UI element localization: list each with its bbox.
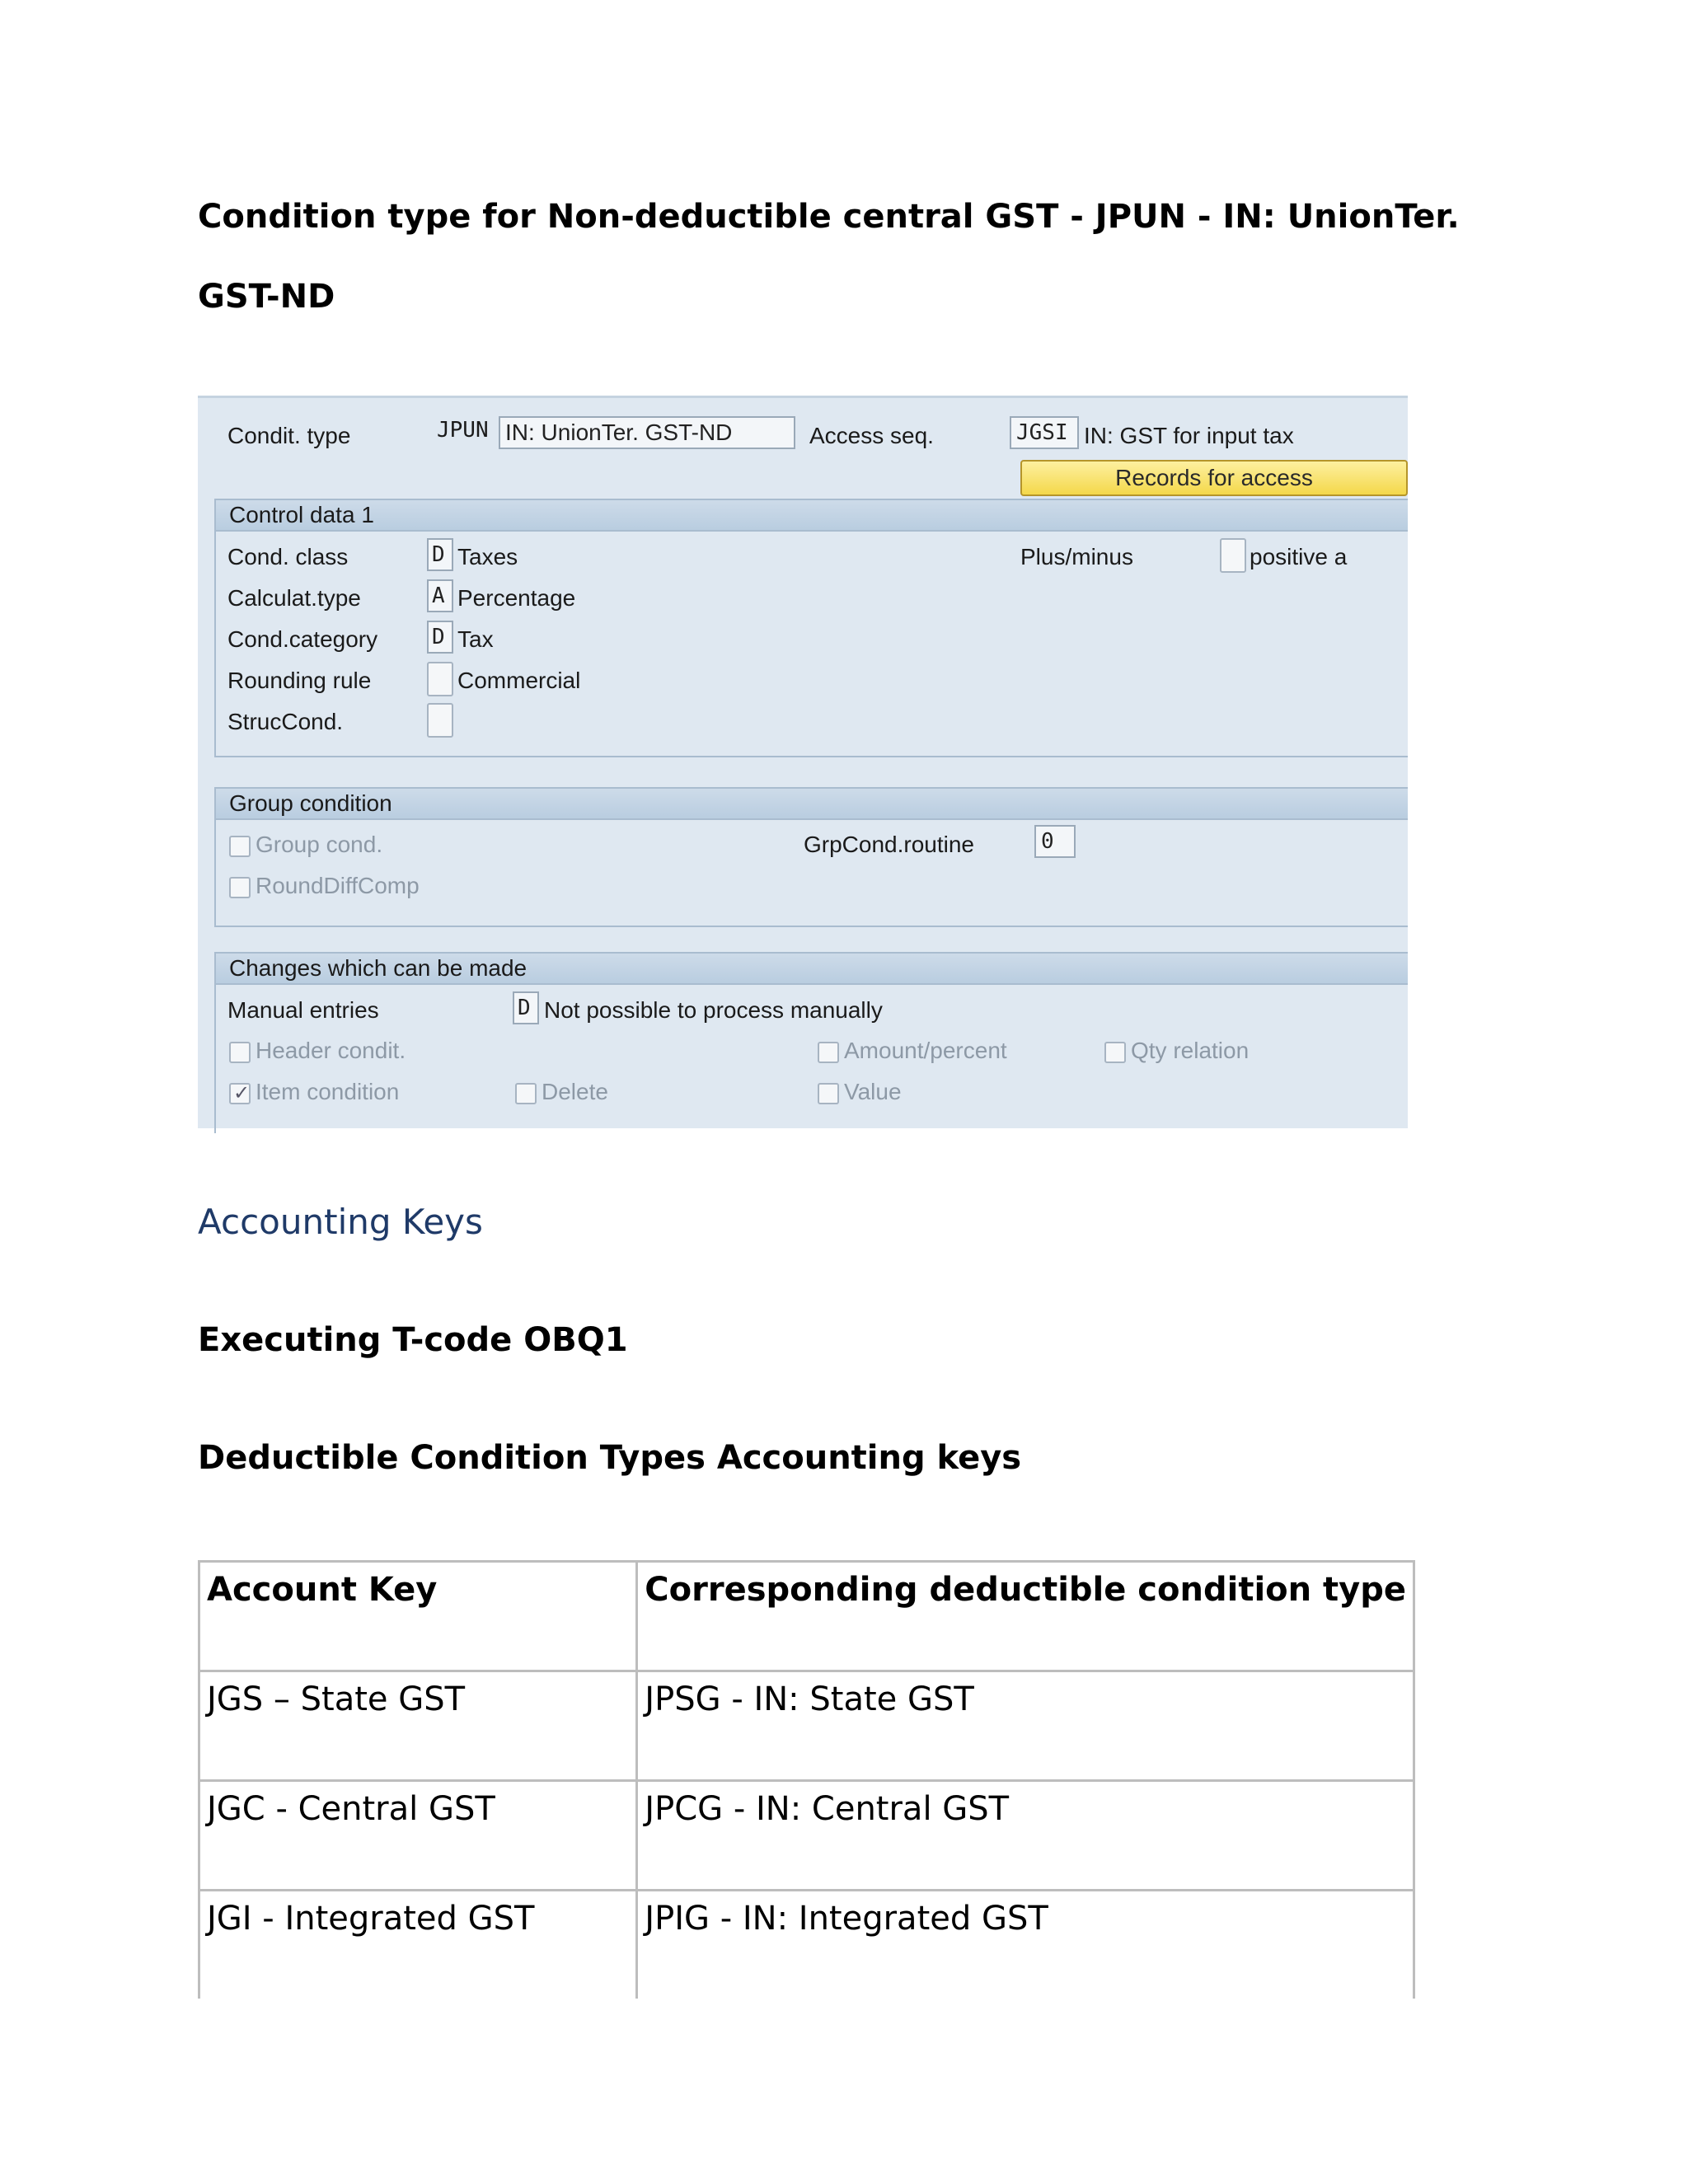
- manual-entries-value: Not possible to process manually: [544, 997, 883, 1023]
- accounting-keys-heading: Accounting Keys: [198, 1202, 483, 1242]
- manual-entries-label: Manual entries: [227, 997, 379, 1023]
- group-cond-label: Group cond.: [256, 832, 383, 857]
- deductible-heading: Deductible Condition Types Accounting keys: [198, 1439, 1022, 1477]
- access-seq-label: Access seq.: [809, 423, 934, 448]
- struc-cond-field[interactable]: [427, 703, 453, 738]
- changes-title: Changes which can be made: [229, 955, 528, 981]
- table-row: [199, 1671, 1414, 1781]
- sap-condition-type-screen: [198, 396, 1408, 1128]
- struc-cond-label: StrucCond.: [227, 709, 344, 734]
- access-seq-description: IN: GST for input tax: [1084, 423, 1294, 448]
- executing-tcode-heading: Executing T-code OBQ1: [198, 1321, 628, 1359]
- table-header-row: [199, 1562, 1414, 1671]
- amount-percent-checkbox[interactable]: [818, 1042, 839, 1063]
- table-cell-account-key: JGS – State GST: [199, 1671, 637, 1781]
- rounding-rule-value: Commercial: [457, 668, 581, 693]
- cond-class-value: Taxes: [457, 544, 518, 569]
- access-seq-code-field[interactable]: JGSI: [1010, 416, 1079, 449]
- qty-relation-label: Qty relation: [1131, 1038, 1250, 1063]
- group-condition-header: [216, 789, 1408, 820]
- manual-entries-code-field[interactable]: D: [513, 991, 539, 1024]
- condit-type-code: JPUN: [437, 418, 489, 443]
- page-title-line-2: GST-ND: [198, 278, 335, 316]
- cond-class-label: Cond. class: [227, 544, 349, 569]
- accounting-keys-table: [198, 1560, 1415, 1999]
- condit-type-description-field[interactable]: IN: UnionTer. GST-ND: [499, 416, 795, 449]
- amount-percent-label: Amount/percent: [844, 1038, 1007, 1063]
- table-row: [199, 1891, 1414, 1999]
- cond-category-value: Tax: [457, 626, 494, 652]
- delete-label: Delete: [542, 1079, 608, 1104]
- cond-class-code-field[interactable]: D: [427, 538, 453, 571]
- item-condition-checkbox[interactable]: [229, 1083, 251, 1104]
- changes-header: [216, 954, 1408, 985]
- condit-type-label: Condit. type: [227, 423, 351, 448]
- delete-checkbox[interactable]: [515, 1083, 537, 1104]
- table-header-condition-type: Corresponding deductible condition type: [637, 1562, 1414, 1671]
- round-diff-comp-checkbox[interactable]: [229, 877, 251, 898]
- plus-minus-field[interactable]: [1220, 538, 1246, 573]
- value-label: Value: [844, 1079, 902, 1104]
- table-header-account-key: Account Key: [199, 1562, 637, 1671]
- rounding-rule-label: Rounding rule: [227, 668, 372, 693]
- table-cell-account-key: JGI - Integrated GST: [199, 1891, 637, 1999]
- cond-category-label: Cond.category: [227, 626, 378, 652]
- table-cell-condition-type: JPCG - IN: Central GST: [637, 1781, 1414, 1891]
- calc-type-value: Percentage: [457, 585, 576, 611]
- round-diff-comp-label: RoundDiffComp: [256, 873, 420, 898]
- header-condit-checkbox[interactable]: [229, 1042, 251, 1063]
- cond-category-code-field[interactable]: D: [427, 621, 453, 654]
- page-title-line-1: Condition type for Non-deductible central GST - JPUN - IN: UnionTer.: [198, 198, 1460, 236]
- records-for-access-button[interactable]: Records for access: [1020, 460, 1408, 496]
- table-cell-account-key: JGC - Central GST: [199, 1781, 637, 1891]
- calc-type-label: Calculat.type: [227, 585, 361, 611]
- plus-minus-value: positive a: [1250, 544, 1348, 569]
- table-cell-condition-type: JPIG - IN: Integrated GST: [637, 1891, 1414, 1999]
- group-condition-title: Group condition: [229, 790, 392, 816]
- checkmark-icon: ✓: [233, 1082, 251, 1104]
- calc-type-code-field[interactable]: A: [427, 579, 453, 612]
- item-condition-label: Item condition: [256, 1079, 400, 1104]
- grpcond-routine-label: GrpCond.routine: [804, 832, 975, 857]
- grpcond-routine-field[interactable]: 0: [1034, 825, 1076, 858]
- group-cond-checkbox[interactable]: [229, 836, 251, 857]
- value-checkbox[interactable]: [818, 1083, 839, 1104]
- table-cell-condition-type: JPSG - IN: State GST: [637, 1671, 1414, 1781]
- header-condit-label: Header condit.: [256, 1038, 406, 1063]
- plus-minus-label: Plus/minus: [1020, 544, 1133, 569]
- table-row: [199, 1781, 1414, 1891]
- control-data-header: [216, 500, 1408, 532]
- qty-relation-checkbox[interactable]: [1104, 1042, 1126, 1063]
- rounding-rule-field[interactable]: [427, 662, 453, 696]
- control-data-title: Control data 1: [229, 502, 374, 527]
